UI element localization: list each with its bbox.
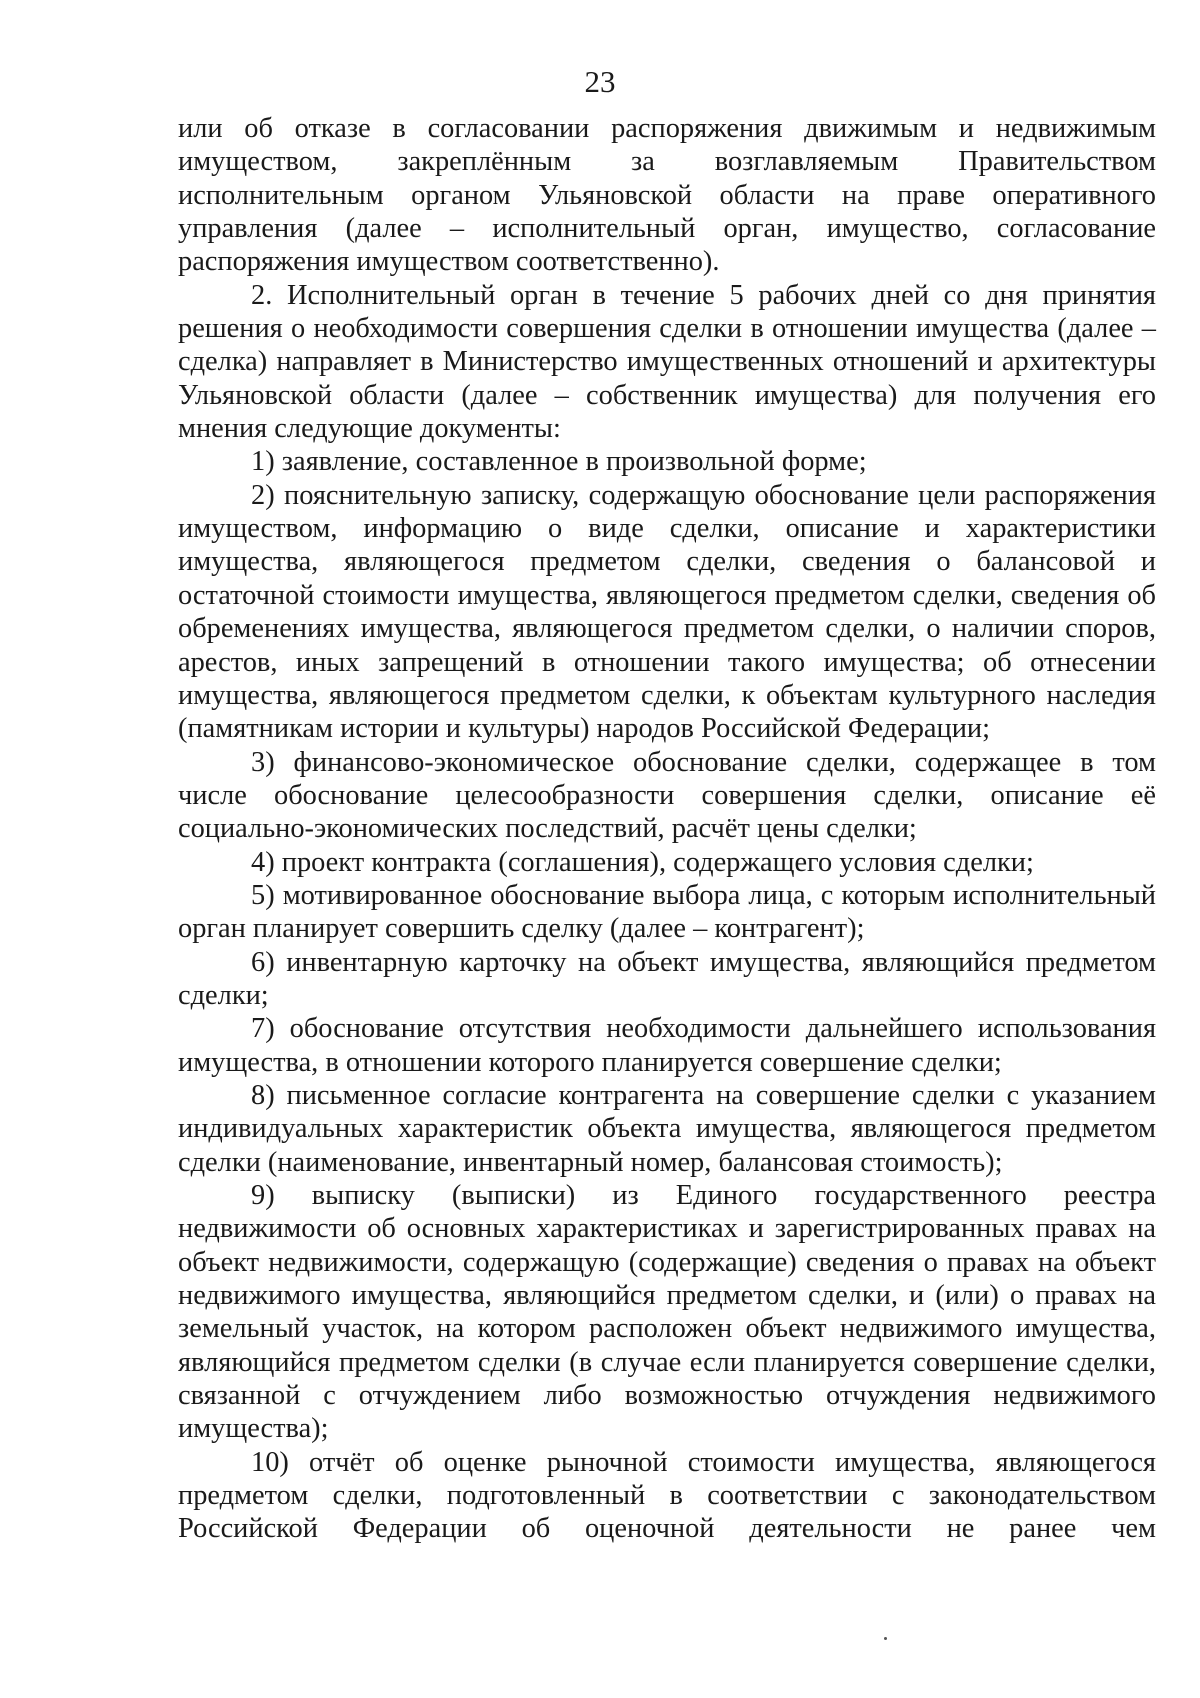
list-item-6: 6) инвентарную карточку на объект имущества, являющийся предметом сделки; <box>178 946 1156 1011</box>
list-item-5: 5) мотивированное обоснование выбора лица, с которым исполнительный орган планирует совершить сделку (далее – контрагент); <box>178 879 1156 945</box>
list-item-8: 8) письменное согласие контрагента на совершение сделки с указанием индивидуальных характеристик объекта имущества, являющегося предметом сделки (наименование, инвентарный номер, балансовая стоимость); <box>178 1079 1156 1178</box>
list-item-3: 3) финансово-экономическое обоснование сделки, содержащее в том числе обоснование целесообразности совершения сделки, описание её социально-экономических последствий, расчёт цены сделки; <box>178 746 1156 845</box>
list-item-9: 9) выписку (выписки) из Единого государственного реестра недвижимости об основных характеристиках и зарегистрированных правах на объект недвижимости, содержащую (содержащие) сведения о правах на объект недвижимого имущества, являющийся предметом сделки, и (или) о правах на земельный участок, на котором расположен объект недвижимого имущества, являющийся предметом сделки (в случае если планируется совершение сделки, связанной с отчуждением либо возможностью отчуждения недвижимого имущества); <box>178 1180 1156 1445</box>
scan-speck <box>884 1637 887 1640</box>
page-number: 23 <box>584 64 616 99</box>
list-item-7: 7) обоснование отсутствия необходимости дальнейшего использования имущества, в отношении которого планируется совершение сделки; <box>178 1013 1156 1078</box>
list-item-2: 2) пояснительную записку, содержащую обоснование цели распоряжения имуществом, информацию о виде сделки, описание и характеристики имущества, являющегося предметом сделки, сведения о балансовой и остаточной стоимости имущества, являющегося предметом сделки, сведения об обременениях имущества, являющегося предметом сделки, о наличии споров, арестов, иных запрещений в отношении такого имущества; об отнесении имущества, являющегося предметом сделки, к объектам культурного наследия (памятникам истории и культуры) народов Российской Федерации; <box>178 479 1156 745</box>
paragraph-intro-continuation: или об отказе в согласовании распоряжения движимым и недвижимым имуществом, закреплённым за возглавляемым Правительством исполнительным органом Ульяновской области на праве оперативного управления (далее – исполнительный орган, имущество, согласование распоряжения имуществом соответственно). <box>178 113 1156 278</box>
list-item-10: 10) отчёт об оценке рыночной стоимости имущества, являющегося предметом сделки, подготовленный в соответствии с законодательством Российской Федерации об оценочной деятельности не ранее чем <box>178 1446 1156 1545</box>
list-item-1: 1) заявление, составленное в произвольной форме; <box>251 446 867 478</box>
paragraph-2: 2. Исполнительный орган в течение 5 рабочих дней со дня принятия решения о необходимости совершения сделки в отношении имущества (далее – сделка) направляет в Министерство имущественных отношений и архитектуры Ульяновской области (далее – собственник имущества) для получения его мнения следующие документы: <box>178 279 1156 445</box>
document-body <box>178 112 1156 1546</box>
list-item-4: 4) проект контракта (соглашения), содержащего условия сделки; <box>251 846 1034 878</box>
